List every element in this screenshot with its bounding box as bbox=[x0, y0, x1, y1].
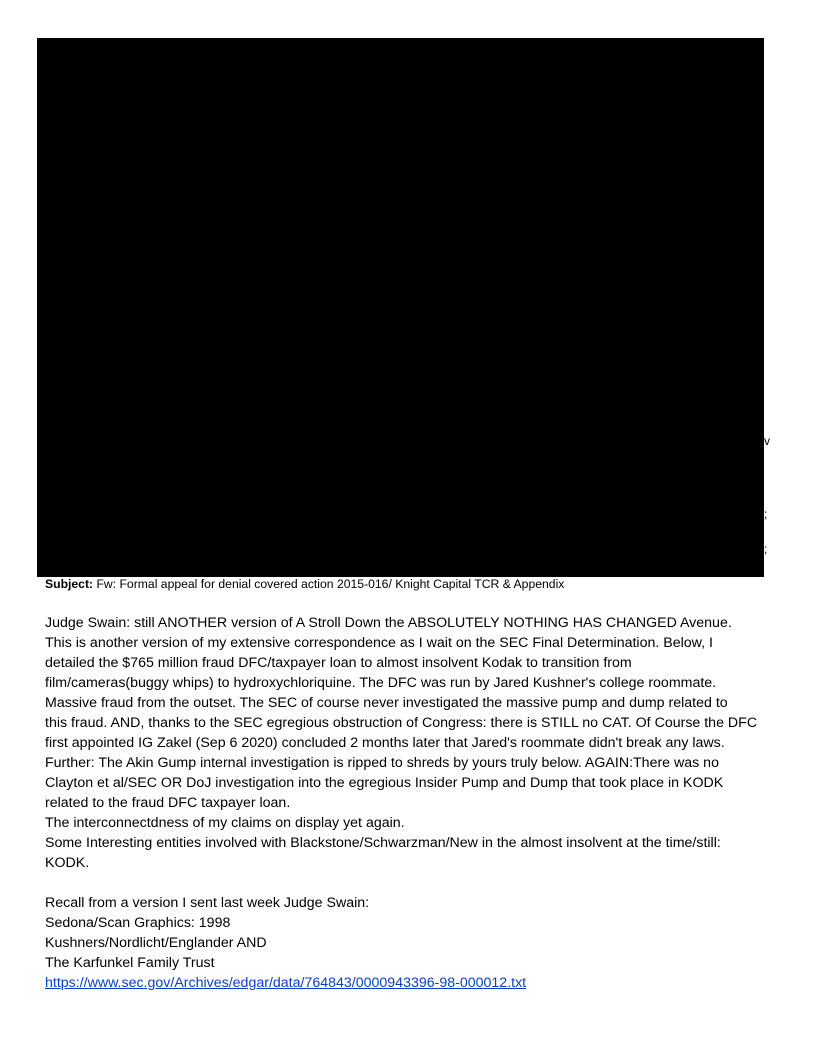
cropped-text-fragment: ; bbox=[764, 542, 768, 556]
body-line: first appointed IG Zakel (Sep 6 2020) concluded 2 months later that Jared's roommate didn't break any laws. bbox=[45, 735, 725, 751]
body-line: KODK. bbox=[45, 855, 90, 871]
subject-text: Fw: Formal appeal for denial covered action 2015-016/ Knight Capital TCR & Appendix bbox=[96, 577, 565, 591]
email-body bbox=[45, 613, 765, 993]
body-line: Further: The Akin Gump internal investigation is ripped to shreds by yours truly below. AGAIN:There was no bbox=[45, 755, 719, 771]
body-line: detailed the $765 million fraud DFC/taxpayer loan to almost insolvent Kodak to transition from bbox=[45, 655, 632, 671]
redaction-block bbox=[37, 38, 764, 577]
recall-line: The Karfunkel Family Trust bbox=[45, 955, 215, 971]
body-line: this fraud. AND, thanks to the SEC egregious obstruction of Congress: there is STILL no CAT. Of Course the DFC bbox=[45, 715, 758, 731]
body-line: related to the fraud DFC taxpayer loan. bbox=[45, 795, 291, 811]
body-line: Judge Swain: still ANOTHER version of A Stroll Down the ABSOLUTELY NOTHING HAS CHANGED Avenue. bbox=[45, 615, 732, 631]
recall-line: Sedona/Scan Graphics: 1998 bbox=[45, 915, 231, 931]
recall-line: Kushners/Nordlicht/Englander AND bbox=[45, 935, 267, 951]
body-line: This is another version of my extensive correspondence as I wait on the SEC Final Determination. Below, I bbox=[45, 635, 713, 651]
body-line: Massive fraud from the outset. The SEC of course never investigated the massive pump and dump related to bbox=[45, 695, 728, 711]
body-line: Clayton et al/SEC OR DoJ investigation into the egregious Insider Pump and Dump that took place in KODK bbox=[45, 775, 724, 791]
body-line: The interconnectdness of my claims on display yet again. bbox=[45, 815, 405, 831]
cropped-text-fragment: ; bbox=[764, 507, 768, 521]
cropped-text-fragment: v bbox=[764, 434, 770, 448]
blank-line bbox=[45, 873, 765, 893]
email-subject-line bbox=[45, 577, 564, 592]
body-line: film/cameras(buggy whips) to hydroxychloriquine. The DFC was run by Jared Kushner's college roommate. bbox=[45, 675, 717, 691]
recall-line: Recall from a version I sent last week Judge Swain: bbox=[45, 895, 370, 911]
sec-edgar-link[interactable]: https://www.sec.gov/Archives/edgar/data/764843/0000943396-98-000012.txt bbox=[45, 975, 527, 991]
body-line: Some Interesting entities involved with Blackstone/Schwarzman/New in the almost insolvent at the time/still: bbox=[45, 835, 721, 851]
subject-label: Subject: bbox=[45, 577, 94, 591]
